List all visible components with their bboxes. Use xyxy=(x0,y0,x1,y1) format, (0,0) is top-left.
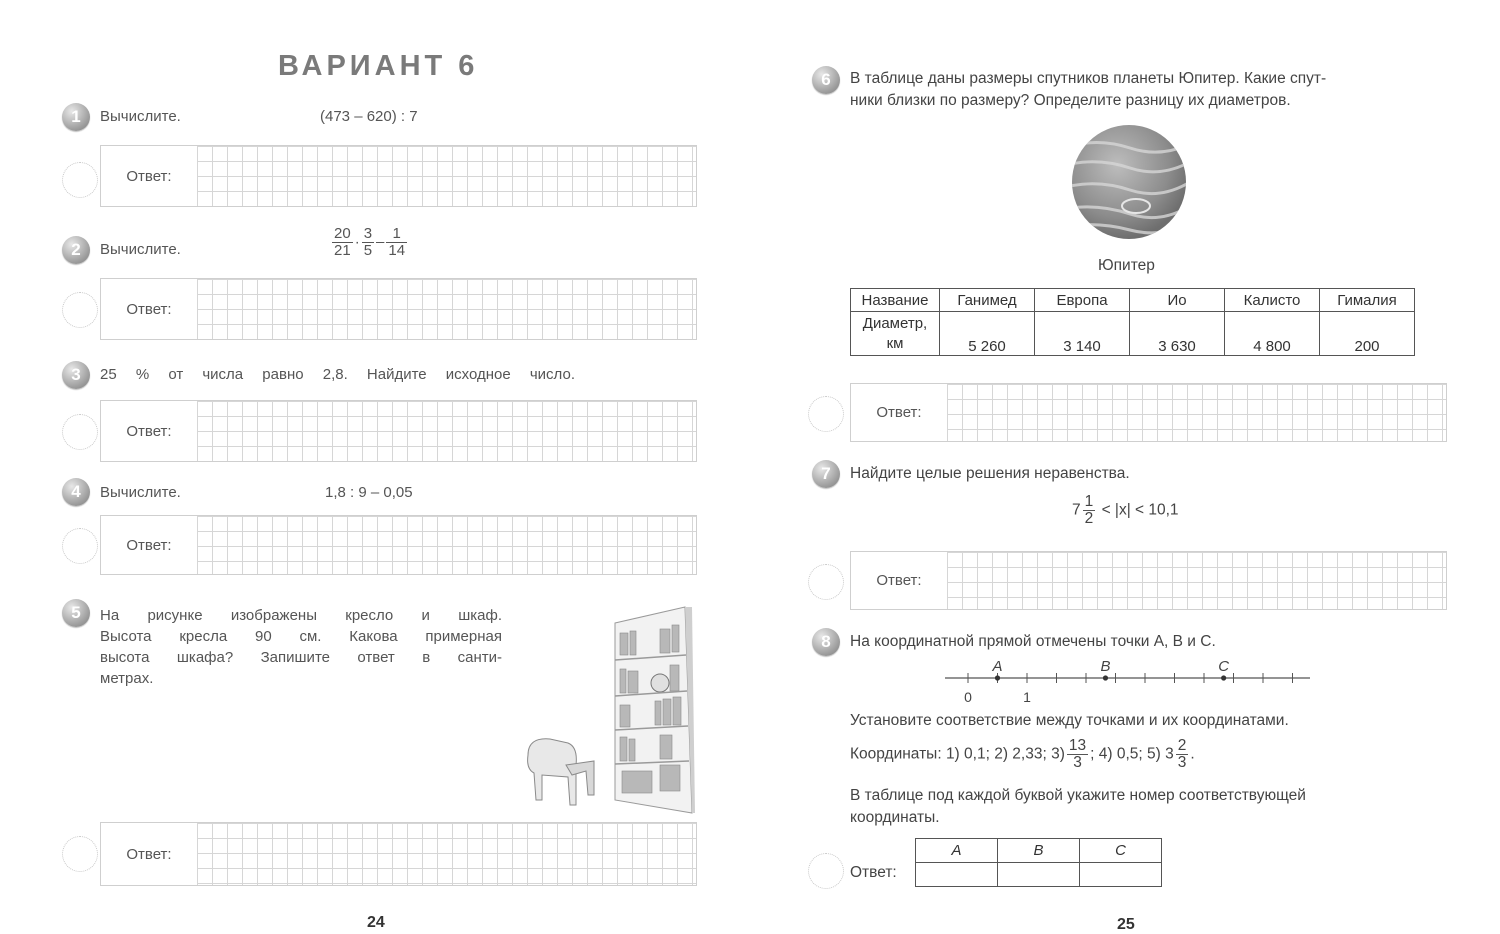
q5-score-circle xyxy=(62,836,98,872)
answer-grid[interactable] xyxy=(197,823,696,885)
q3-answer-field[interactable] xyxy=(100,400,697,462)
q8-table-note-line-1: В таблице под каждой буквой укажите номер соответствующей xyxy=(850,787,1306,804)
q2-answer-field[interactable] xyxy=(100,278,697,340)
answer-grid[interactable] xyxy=(947,552,1446,609)
q5-line-1: На рисунке изображены кресло и шкаф. xyxy=(100,607,502,624)
coord-option-1: 1) 0,1; xyxy=(945,745,990,763)
q1-text: Вычислите. xyxy=(100,108,181,125)
q6-line-1: В таблице даны размеры спутников планеты Юпитер. Какие спут- xyxy=(850,70,1327,87)
table-cell: 4 800 xyxy=(1225,312,1320,356)
jupiter-image xyxy=(1070,124,1190,244)
q4-score-circle xyxy=(62,528,98,564)
q5-line-4: метрах. xyxy=(100,670,154,687)
table-header-cell: Европа xyxy=(1035,289,1130,312)
q8-coordinates xyxy=(850,738,1195,771)
q7-inequality xyxy=(1072,494,1179,527)
answer-grid[interactable] xyxy=(197,146,696,206)
tick-label: 0 xyxy=(964,689,972,705)
q4-text: Вычислите. xyxy=(100,484,181,501)
q1-expression: (473 – 620) : 7 xyxy=(320,108,418,125)
q7-score-circle xyxy=(808,564,844,600)
question-number-2: 2 xyxy=(62,236,90,264)
coordinate-line xyxy=(940,655,1320,713)
point-b xyxy=(1103,675,1108,680)
q4-expression: 1,8 : 9 – 0,05 xyxy=(325,484,413,501)
frac-numerator: 20 xyxy=(334,225,351,242)
frac-numerator: 3 xyxy=(363,225,373,242)
point-label-a: A xyxy=(992,658,1003,675)
page-number-left: 24 xyxy=(367,914,385,931)
q7-answer-field[interactable] xyxy=(850,551,1447,610)
frac-denominator: 21 xyxy=(334,242,351,259)
coord-option-2: 2) 2,33; xyxy=(994,745,1047,763)
answer-label: Ответ: xyxy=(101,279,198,339)
question-number-4: 4 xyxy=(62,478,90,506)
point-a xyxy=(995,675,1000,680)
inequality-rest: < |x| < 10,1 xyxy=(1101,501,1179,519)
frac-numerator: 13 xyxy=(1068,737,1087,754)
q8-instruction: Установите соответствие между точками и их координатами. xyxy=(850,712,1289,729)
point-label-c: C xyxy=(1218,658,1230,675)
q3-score-circle xyxy=(62,414,98,450)
answer-label: Ответ: xyxy=(851,384,948,441)
answer-table-header-b: B xyxy=(998,839,1080,863)
bookcase-armchair-illustration xyxy=(520,605,700,815)
variant-title: ВАРИАНТ 6 xyxy=(278,50,479,82)
frac-numerator: 1 xyxy=(386,226,407,243)
q7-text: Найдите целые решения неравенства. xyxy=(850,465,1130,482)
answer-table-header-c: C xyxy=(1080,839,1162,863)
q8-score-circle xyxy=(808,853,844,889)
question-number-6: 6 xyxy=(812,66,840,94)
frac-numerator: 1 xyxy=(1084,493,1094,510)
table-row-label: Диаметр, км xyxy=(851,312,940,356)
question-number-8: 8 xyxy=(812,628,840,656)
left-page xyxy=(0,0,750,933)
page-number-right: 25 xyxy=(1117,916,1135,933)
frac-denominator: 14 xyxy=(388,242,406,259)
answer-table-cell-c[interactable] xyxy=(1080,863,1162,887)
table-header-cell: Калисто xyxy=(1225,289,1320,312)
table-header-cell: Название xyxy=(851,289,940,312)
question-number-3: 3 xyxy=(62,361,90,389)
table-cell: 3 630 xyxy=(1130,312,1225,356)
table-cell: 3 140 xyxy=(1035,312,1130,356)
operator: · xyxy=(354,233,360,251)
q1-answer-field[interactable] xyxy=(100,145,697,207)
answer-table-cell-a[interactable] xyxy=(916,863,998,887)
answer-grid[interactable] xyxy=(197,401,696,461)
coord-option-3: 3) xyxy=(1051,745,1065,763)
q3-text: 25 % от числа равно 2,8. Найдите исходное число. xyxy=(100,366,575,383)
answer-table-cell-b[interactable] xyxy=(998,863,1080,887)
q4-answer-field[interactable] xyxy=(100,515,697,575)
q8-answer-table[interactable] xyxy=(915,838,1162,887)
q1-score-circle xyxy=(62,162,98,198)
frac-numerator: 2 xyxy=(1177,737,1187,754)
frac-denominator: 2 xyxy=(1084,510,1094,527)
answer-label: Ответ: xyxy=(101,146,198,206)
coord-option-4-5: ; 4) 0,5; 5) 3 xyxy=(1090,745,1174,763)
q6-score-circle xyxy=(808,396,844,432)
q8-table-note-line-2: координаты. xyxy=(850,809,940,826)
point-c xyxy=(1221,675,1226,680)
q2-score-circle xyxy=(62,292,98,328)
q8-answer-label: Ответ: xyxy=(850,864,897,881)
coords-end: . xyxy=(1190,745,1195,763)
table-header-cell: Гималия xyxy=(1320,289,1415,312)
answer-table-header-a: A xyxy=(916,839,998,863)
answer-label: Ответ: xyxy=(101,401,198,461)
q2-text: Вычислите. xyxy=(100,241,181,258)
answer-grid[interactable] xyxy=(197,279,696,339)
table-header-cell: Ганимед xyxy=(940,289,1035,312)
answer-grid[interactable] xyxy=(947,384,1446,441)
answer-label: Ответ: xyxy=(851,552,948,609)
question-number-5: 5 xyxy=(62,599,90,627)
point-label-b: B xyxy=(1100,658,1111,675)
answer-grid[interactable] xyxy=(197,516,696,574)
mixed-whole: 7 xyxy=(1072,501,1081,519)
right-page xyxy=(750,0,1500,933)
answer-label: Ответ: xyxy=(101,516,198,574)
q5-answer-field[interactable] xyxy=(100,822,697,886)
frac-denominator: 3 xyxy=(1177,754,1187,771)
frac-denominator: 5 xyxy=(363,242,373,259)
operator: – xyxy=(376,233,385,251)
q2-expression xyxy=(330,226,409,259)
question-number-7: 7 xyxy=(812,460,840,488)
q5-line-3: высота шкафа? Запишите ответ в санти- xyxy=(100,649,502,666)
tick-label: 1 xyxy=(1023,689,1031,705)
coords-label: Координаты: xyxy=(850,745,942,763)
satellites-table xyxy=(850,288,1415,356)
jupiter-caption: Юпитер xyxy=(1098,257,1155,274)
answer-label: Ответ: xyxy=(101,823,198,885)
table-cell: 200 xyxy=(1320,312,1415,356)
q5-line-2: Высота кресла 90 см. Какова примерная xyxy=(100,628,502,645)
q8-text: На координатной прямой отмечены точки A, B и C. xyxy=(850,633,1216,650)
table-cell: 5 260 xyxy=(940,312,1035,356)
table-header-cell: Ио xyxy=(1130,289,1225,312)
question-number-1: 1 xyxy=(62,103,90,131)
frac-denominator: 3 xyxy=(1073,754,1082,771)
q6-line-2: ники близки по размеру? Определите разницу их диаметров. xyxy=(850,92,1291,109)
q6-answer-field[interactable] xyxy=(850,383,1447,442)
